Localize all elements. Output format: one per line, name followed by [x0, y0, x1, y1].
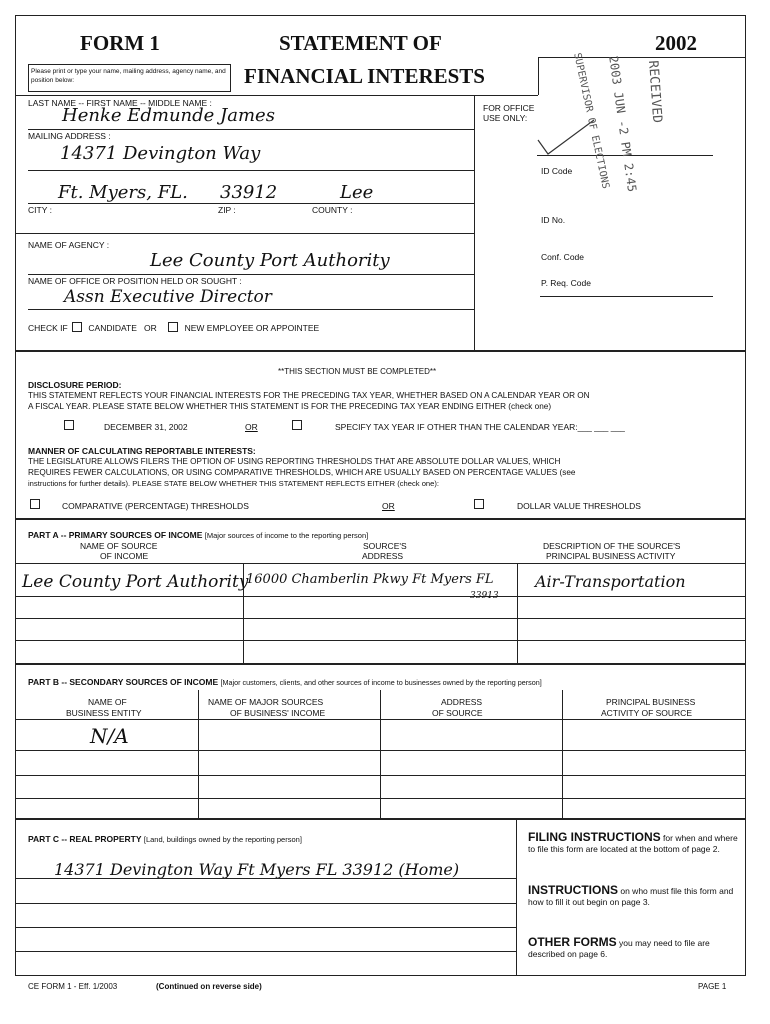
manner-heading: MANNER OF CALCULATING REPORTABLE INTERESTS: [28, 446, 256, 456]
part-c-heading-row [28, 834, 302, 845]
year: 2002 [655, 31, 697, 55]
part-b-heading-row [28, 677, 542, 688]
new-employee-checkbox[interactable] [168, 322, 178, 332]
footer-form-id: CE FORM 1 - Eff. 1/2003 [28, 982, 118, 991]
part-b-row1-value: N/A [90, 724, 129, 748]
candidate-label: CANDIDATE [88, 323, 137, 333]
part-b-col1: NAME OF [88, 697, 127, 707]
stamp-date: 2003 JUN -2 PM 2:45 [606, 55, 640, 193]
instr-bold: INSTRUCTIONS [528, 883, 618, 897]
comparative-label: COMPARATIVE (PERCENTAGE) THRESHOLDS [62, 501, 249, 511]
part-a-col1b: OF INCOME [100, 551, 149, 561]
city-value: Ft. Myers, FL. [58, 182, 188, 203]
part-b-col3b: OF SOURCE [432, 708, 483, 718]
title-line2: FINANCIAL INTERESTS [244, 64, 485, 88]
manner-text3: instructions for further details). PLEASE STATE BELOW WHETHER THIS STATEMENT REFLECTS EITHER (check one): [28, 479, 440, 488]
new-employee-label: NEW EMPLOYEE OR APPOINTEE [184, 323, 320, 333]
part-a-row-line-2 [15, 618, 746, 619]
part-b-col3: ADDRESS [441, 697, 483, 707]
section-divider-3 [15, 663, 746, 665]
mailing-label: MAILING ADDRESS : [28, 131, 111, 141]
instruction-text: Please print or type your name, mailing address, agency name, and position below: [31, 68, 226, 84]
other-forms [528, 937, 738, 959]
part-c-row1-value: 14371 Devington Way Ft Myers FL 33912 (Home) [54, 860, 460, 879]
dec-label: DECEMBER 31, 2002 [104, 422, 188, 432]
specify-row [290, 420, 306, 431]
part-c-row-line-4 [15, 951, 516, 952]
filing-text: for when and where to file this form are located at the bottom of page 2. [528, 833, 738, 854]
manner-text2: REQUIRES FEWER CALCULATIONS, OR USING COMPARATIVE THRESHOLDS, WHICH ARE USUALLY BASED ON PERCENTAGE VALUES (see [28, 468, 576, 477]
name-line [28, 129, 474, 130]
part-b-col1b: BUSINESS ENTITY [66, 708, 142, 718]
threshold-or: OR [382, 501, 395, 511]
id-code-label: ID Code [541, 166, 573, 176]
part-a-row1-name: Lee County Port Authority [22, 572, 249, 592]
part-a-row1-activity: Air-Transportation [535, 572, 686, 591]
part-b-col4: PRINCIPAL BUSINESS [606, 697, 696, 707]
zip-label: ZIP : [218, 205, 236, 215]
comparative-row [28, 499, 44, 510]
part-a-row1-address: 16000 Chamberlin Pkwy Ft Myers FL [246, 572, 494, 587]
office-use-label2: USE ONLY: [483, 113, 528, 123]
name-label: LAST NAME -- FIRST NAME -- MIDDLE NAME : [28, 98, 212, 108]
or-label: OR [144, 323, 157, 333]
name-value: Henke Edmunde James [62, 105, 275, 126]
part-b-row-line-1 [15, 750, 746, 751]
agency-top-line [15, 233, 474, 234]
part-c-row-line-2 [15, 903, 516, 904]
id-no-label: ID No. [541, 215, 566, 225]
stamp-received: RECEIVED [645, 60, 665, 124]
city-line [28, 203, 474, 204]
part-a-row-line-3 [15, 640, 746, 641]
part-b-note: [Major customers, clients, and other sources of income to businesses owned by the reporting person] [220, 678, 542, 687]
dollar-label: DOLLAR VALUE THRESHOLDS [517, 501, 641, 511]
footer-page: PAGE 1 [698, 982, 727, 991]
part-a-heading: PART A -- PRIMARY SOURCES OF INCOME [28, 530, 203, 540]
section-divider-2 [15, 518, 746, 520]
dec-row [62, 420, 78, 431]
part-c-row-line-1 [15, 878, 516, 879]
mailing-value: 14371 Devington Way [60, 143, 261, 164]
title-line1: STATEMENT OF [279, 31, 442, 55]
part-a-col-divider-2 [517, 563, 518, 663]
office-value: Assn Executive Director [64, 287, 272, 307]
office-divider [474, 95, 475, 350]
part-a-note: [Major sources of income to the reporting person] [204, 531, 369, 540]
p-req-code-label: P. Req. Code [541, 278, 591, 288]
office-label: NAME OF OFFICE OR POSITION HELD OR SOUGHT : [28, 276, 242, 286]
part-a-heading-row [28, 530, 368, 541]
part-c-instructions-divider [516, 818, 517, 976]
manner-text1: THE LEGISLATURE ALLOWS FILERS THE OPTION OF USING REPORTING THRESHOLDS THAT ARE ABSOLUTE DOLLAR VALUES, WHICH [28, 457, 561, 466]
part-a-col3b: PRINCIPAL BUSINESS ACTIVITY [546, 551, 676, 561]
part-b-row-line-2 [15, 775, 746, 776]
agency-value: Lee County Port Authority [150, 250, 390, 271]
part-c-row-line-3 [15, 927, 516, 928]
dollar-checkbox[interactable] [474, 499, 484, 509]
office-line [28, 309, 474, 310]
disclosure-text2: A FISCAL YEAR. PLEASE STATE BELOW WHETHER THIS STATEMENT IS FOR THE PRECEDING TAX YEAR ENDING EITHER (check one) [28, 402, 552, 411]
specify-checkbox[interactable] [292, 420, 302, 430]
check-if-label: CHECK IF [28, 323, 68, 333]
part-b-col4b: ACTIVITY OF SOURCE [601, 708, 692, 718]
mailing-line [28, 170, 474, 171]
stamp-supervisor: SUPERVISOR OF ELECTIONS [571, 52, 611, 190]
part-c-heading: PART C -- REAL PROPERTY [28, 834, 142, 844]
office-stamp-border-top [538, 57, 746, 58]
part-b-row-line-3 [15, 798, 746, 799]
agency-line [28, 274, 474, 275]
county-value: Lee [340, 182, 374, 203]
part-a-col1: NAME OF SOURCE [80, 541, 158, 551]
part-a-col3: DESCRIPTION OF THE SOURCE'S [543, 541, 681, 551]
part-a-col2b: ADDRESS [362, 551, 404, 561]
dec-checkbox[interactable] [64, 420, 74, 430]
section-divider-1 [15, 350, 746, 352]
form-label: FORM 1 [80, 31, 160, 55]
zip-value: 33912 [220, 182, 278, 203]
conf-code-label: Conf. Code [541, 252, 584, 262]
part-c-note: [Land, buildings owned by the reporting person] [143, 835, 302, 844]
must-complete: **THIS SECTION MUST BE COMPLETED** [278, 367, 437, 376]
check-if-row [28, 322, 319, 333]
filing-bold: FILING INSTRUCTIONS [528, 830, 661, 844]
agency-label: NAME OF AGENCY : [28, 240, 110, 250]
candidate-checkbox[interactable] [72, 322, 82, 332]
part-a-row-line-1 [15, 596, 746, 597]
office-use-label1: FOR OFFICE [483, 103, 535, 113]
comparative-checkbox[interactable] [30, 499, 40, 509]
p-req-code-line [540, 296, 713, 297]
office-stamp-border-left [538, 57, 539, 95]
disclosure-text1: THIS STATEMENT REFLECTS YOUR FINANCIAL INTERESTS FOR THE PRECEDING TAX YEAR, WHETHER BASED ON A CALENDAR YEAR OR ON [28, 391, 590, 400]
city-label: CITY : [28, 205, 52, 215]
disclosure-or: OR [245, 422, 258, 432]
county-label: COUNTY : [312, 205, 353, 215]
dollar-row [472, 499, 488, 510]
disclosure-heading: DISCLOSURE PERIOD: [28, 380, 122, 390]
part-b-heading: PART B -- SECONDARY SOURCES OF INCOME [28, 677, 219, 687]
section-divider-4 [15, 818, 746, 820]
part-a-header-line [15, 563, 746, 564]
instr-text: on who must file this form and how to fill it out begin on page 3. [528, 886, 734, 907]
specify-label: SPECIFY TAX YEAR IF OTHER THAN THE CALENDAR YEAR:___ ___ ___ [335, 422, 625, 432]
other-bold: OTHER FORMS [528, 935, 617, 949]
part-b-col2b: OF BUSINESS' INCOME [230, 708, 326, 718]
part-b-col2: NAME OF MAJOR SOURCES [208, 697, 324, 707]
instructions-block [528, 885, 738, 907]
part-a-row1-zip: 33913 [470, 591, 499, 601]
header-divider [15, 95, 538, 96]
other-text: you may need to file are described on page 6. [528, 938, 710, 959]
filing-instructions [528, 832, 738, 854]
part-a-col2: SOURCE'S [363, 541, 407, 551]
footer-continued: (Continued on reverse side) [156, 982, 262, 991]
